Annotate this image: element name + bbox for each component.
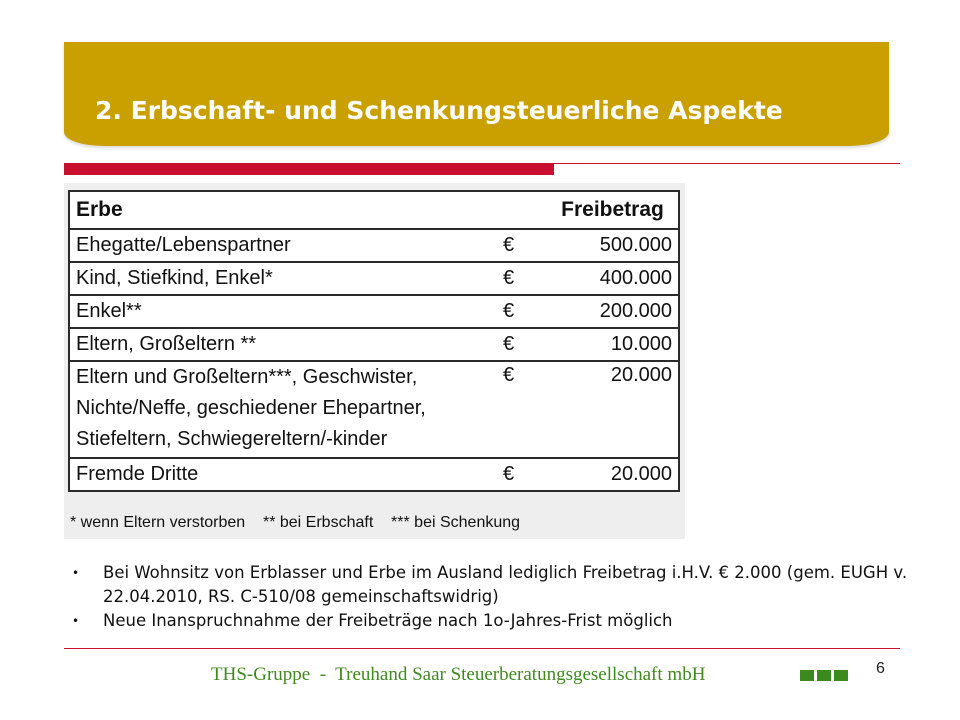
amount-cell: 20.000 (547, 458, 679, 491)
allowance-table (68, 190, 680, 492)
slide-title: 2. Erbschaft- und Schenkungsteuerliche Aspekte (95, 96, 783, 125)
amount-cell: 10.000 (547, 328, 679, 361)
footer-company: THS-Gruppe - Treuhand Saar Steuerberatungsgesellschaft mbH (211, 664, 706, 685)
heir-cell: Ehegatte/Lebenspartner (69, 229, 497, 262)
header-amount: Freibetrag (547, 191, 679, 229)
footer-squares-icon (800, 670, 848, 681)
bullet-text: Bei Wohnsitz von Erblasser und Erbe im Ausland lediglich Freibetrag i.H.V. € 2.000 (gem. EUGH v. 22.04.2010, RS. C-510/08 gemeinschaftswidrig) (103, 563, 908, 606)
amount-cell: 200.000 (547, 295, 679, 328)
bullet-icon: • (72, 566, 80, 580)
title-banner (64, 42, 889, 146)
currency-cell: € (497, 361, 547, 458)
table-row (69, 262, 679, 295)
heir-line: Eltern und Großeltern***, Geschwister, (76, 366, 418, 388)
amount-cell: 20.000 (547, 361, 679, 458)
table-row (69, 328, 679, 361)
heir-cell: Eltern, Großeltern ** (69, 328, 497, 361)
bullet-item (70, 609, 910, 633)
table-row (69, 361, 679, 458)
header-heir: Erbe (69, 191, 497, 229)
table-row (69, 229, 679, 262)
currency-cell: € (497, 328, 547, 361)
heir-cell: Enkel** (69, 295, 497, 328)
amount-cell: 400.000 (547, 262, 679, 295)
heir-cell (69, 361, 497, 458)
accent-bar (64, 163, 554, 175)
currency-cell: € (497, 295, 547, 328)
heir-line: Nichte/Neffe, geschiedener Ehepartner, (76, 397, 426, 419)
heir-cell: Fremde Dritte (69, 458, 497, 491)
header-spacer (497, 191, 547, 229)
table-header-row (69, 191, 679, 229)
heir-cell: Kind, Stiefkind, Enkel* (69, 262, 497, 295)
bullet-text: Neue Inanspruchnahme der Freibeträge nach 1o-Jahres-Frist möglich (103, 611, 673, 630)
currency-cell: € (497, 229, 547, 262)
amount-cell: 500.000 (547, 229, 679, 262)
heir-line: Stiefeltern, Schwiegereltern/-kinder (76, 428, 388, 450)
divider-line-bottom (64, 648, 900, 649)
table-row (69, 458, 679, 491)
currency-cell: € (497, 458, 547, 491)
page-number: 6 (876, 660, 885, 677)
bullet-icon: • (72, 614, 80, 628)
bullet-item (70, 561, 910, 609)
table-footnote: * wenn Eltern verstorben ** bei Erbschaft *** bei Schenkung (70, 514, 521, 531)
bullet-list (70, 561, 910, 633)
table-row (69, 295, 679, 328)
currency-cell: € (497, 262, 547, 295)
